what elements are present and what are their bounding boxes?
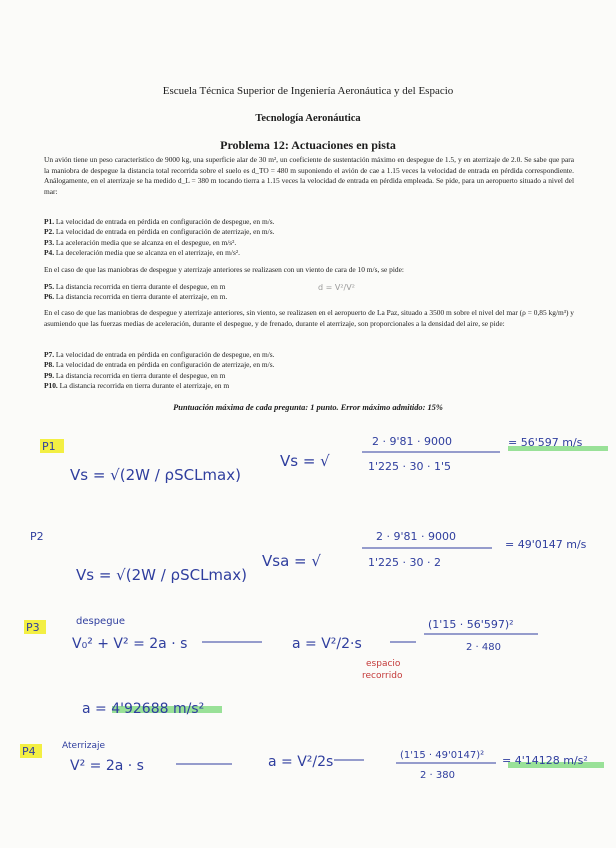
p1-label: P1 bbox=[42, 440, 56, 453]
p4-result: = 4'14128 m/s² bbox=[502, 754, 588, 767]
question-p2: P2. La velocidad de entrada en pérdida en configuración de aterrizaje, en m/s. bbox=[44, 227, 275, 237]
p4-label: P4 bbox=[22, 745, 36, 758]
p3-eq3-numerator: (1'15 · 56'597)² bbox=[428, 618, 514, 631]
p2-numerator: 2 · 9'81 · 9000 bbox=[376, 530, 456, 543]
lapaz-statement: En el caso de que las maniobras de despegue y aterrizaje anteriores, sin viento, se realizasen en el aeropuerto de La Paz, situado a 3500 m sobre el nivel del mar (ρ = 0,85 kg/m³) y asumiendo que las fuerzas medias de aceleración, durante el despegue, y de frenado, durante el aterrizaje, son proporcionales a la densidad del aire, se pide: bbox=[44, 308, 574, 328]
p3-side-note-2: recorrido bbox=[362, 671, 403, 681]
scoring-note: Puntuación máxima de cada pregunta: 1 punto. Error máximo admitido: 15% bbox=[173, 403, 443, 412]
p2-formula-mid: Vsa = √ bbox=[262, 552, 321, 570]
question-p3: P3. La aceleración media que se alcanza en el despegue, en m/s². bbox=[44, 237, 237, 247]
p2-label: P2 bbox=[30, 530, 44, 543]
p3-eq3-denominator: 2 · 480 bbox=[466, 642, 501, 653]
question-p1: P1. La velocidad de entrada en pérdida en configuración de despegue, en m/s. bbox=[44, 217, 275, 226]
p2-result: = 49'0147 m/s bbox=[505, 538, 587, 551]
p1-formula-left: Vs = √(2W / ρSCLmax) bbox=[70, 466, 241, 484]
question-p6: P6. La distancia recorrida en tierra durante el aterrizaje, en m. bbox=[44, 292, 228, 302]
p4-eq3-numerator: (1'15 · 49'0147)² bbox=[400, 750, 485, 761]
p2-formula-left: Vs = √(2W / ρSCLmax) bbox=[76, 566, 247, 584]
p4-eq3-denominator: 2 · 380 bbox=[420, 770, 455, 781]
p1-numerator: 2 · 9'81 · 9000 bbox=[372, 435, 452, 448]
p4-eq2: a = V²/2s bbox=[268, 754, 334, 770]
question-p8: P8. La velocidad de entrada en pérdida en configuración de aterrizaje, en m/s. bbox=[44, 360, 275, 370]
p1-formula-mid: Vs = √ bbox=[280, 452, 330, 470]
question-p10: P10. La distancia recorrida en tierra durante el aterrizaje, en m bbox=[44, 381, 230, 391]
margin-note: d = V²/V² bbox=[318, 283, 355, 292]
p1-denominator: 1'225 · 30 · 1'5 bbox=[368, 460, 452, 473]
p3-label: P3 bbox=[26, 621, 40, 634]
p3-side-note-1: espacio bbox=[366, 659, 401, 669]
p3-eq1: V₀² + V² = 2a · s bbox=[72, 636, 188, 652]
course-name: Tecnología Aeronáutica bbox=[255, 113, 361, 124]
question-p7: P7. La velocidad de entrada en pérdida en configuración de despegue, en m/s. bbox=[44, 350, 275, 359]
p4-note: Aterrizaje bbox=[62, 741, 106, 751]
school-name: Escuela Técnica Superior de Ingeniería Aeronáutica y del Espacio bbox=[162, 85, 454, 97]
p3-note: despegue bbox=[76, 616, 126, 627]
problem-statement: Un avión tiene un peso característico de 9000 kg, una superficie alar de 30 m², un coeficiente de sustentación máximo en despegue de 1.5, y en aterrizaje de 2.0. Se sabe que para la maniobra de despegue la distancia total recorrida sobre el suelo es d_TO = 480 m suponiendo el avión de cae a 1.15 veces la velocidad de entrada en pérdida correspondiente. Análogamente, en el aterrizaje se ha medido d_L = 380 m tocando tierra a 1.15 veces la velocidad de entrada en pérdida empleada. Se pide, para un aeropuerto situado a nivel del mar: bbox=[44, 155, 574, 196]
p3-result: a = 4'92688 m/s² bbox=[82, 701, 205, 717]
question-p5: P5. La distancia recorrida en tierra durante el despegue, en m bbox=[44, 282, 226, 291]
p4-eq1: V² = 2a · s bbox=[70, 758, 144, 774]
p2-denominator: 1'225 · 30 · 2 bbox=[368, 556, 441, 569]
p1-result: = 56'597 m/s bbox=[508, 436, 583, 449]
wind-statement: En el caso de que las maniobras de despegue y aterrizaje anteriores se realizasen con un viento de cara de 10 m/s, se pide: bbox=[44, 265, 404, 274]
problem-title: Problema 12: Actuaciones en pista bbox=[220, 138, 396, 152]
question-p4: P4. La deceleración media que se alcanza en el aterrizaje, en m/s². bbox=[44, 248, 240, 258]
p3-eq2: a = V²/2·s bbox=[292, 636, 362, 652]
question-p9: P9. La distancia recorrida en tierra durante el despegue, en m bbox=[44, 370, 226, 380]
